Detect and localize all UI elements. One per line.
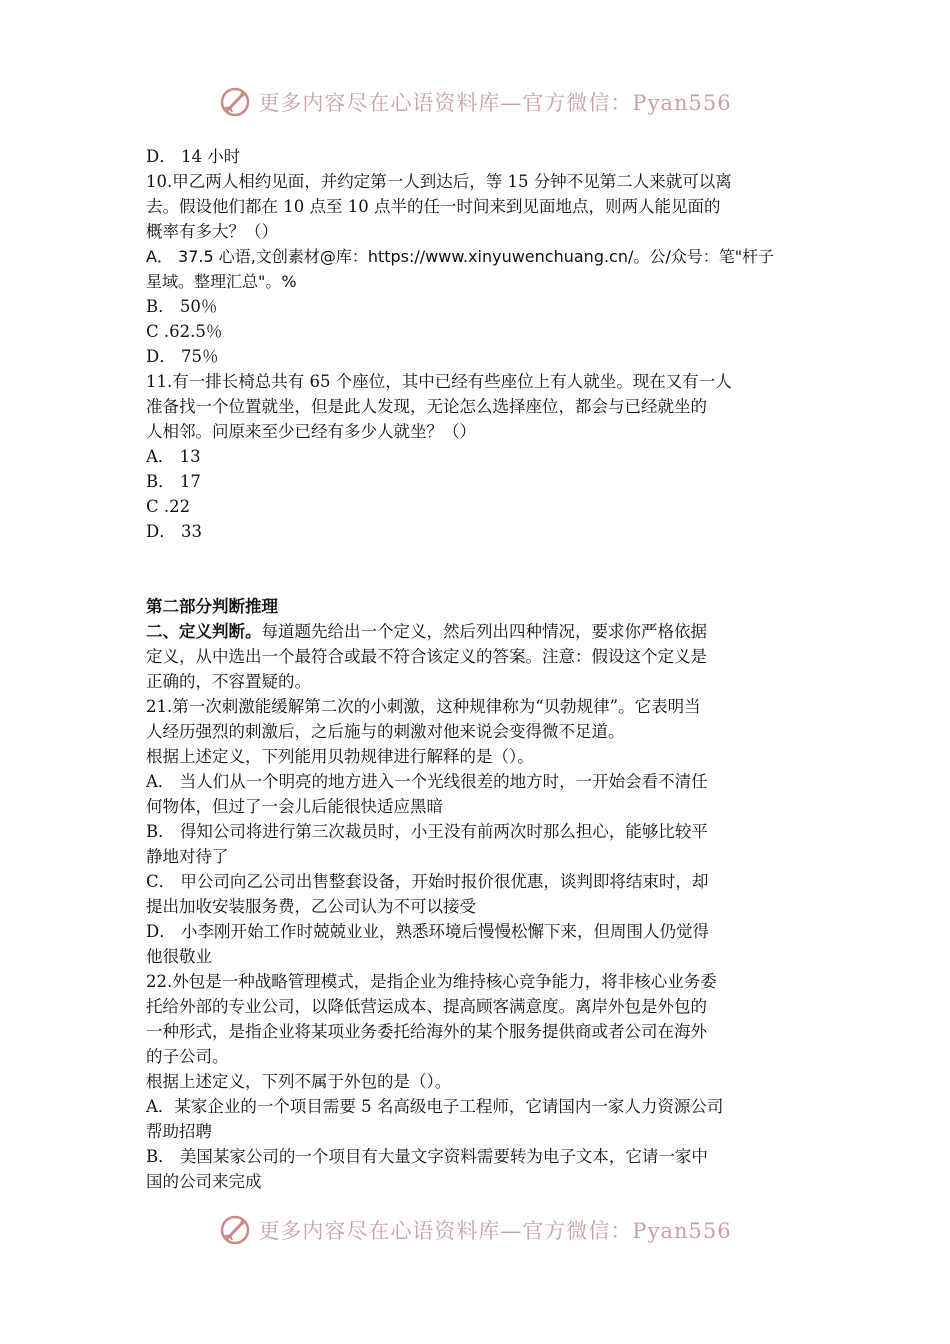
option-line-watermark: 星域。整理汇总"。% [146, 272, 297, 291]
text-line: 概率有多大？（） [146, 222, 278, 241]
text-line: 提出加收安装服务费，乙公司认为不可以接受 [146, 897, 476, 916]
option-line-watermark: A． 37.5 心语,文创素材@库：https://www.xinyuwenchuang.cn/。公/众号：笔"杆子 [146, 247, 775, 266]
section-title: 第二部分判断推理 [146, 597, 278, 616]
text-line: 帮助招聘 [146, 1122, 212, 1141]
text-line: 托给外部的专业公司，以降低营运成本、提高顾客满意度。离岸外包是外包的 [146, 997, 707, 1016]
text-line: A． 当人们从一个明亮的地方进入一个光线很差的地方时，一开始会看不清任 [146, 772, 708, 791]
text-line: 22.外包是一种战略管理模式，是指企业为维持核心竞争能力，将非核心业务委 [146, 972, 717, 991]
definition-heading [146, 619, 808, 644]
banner-text: 更多内容尽在心语资料库—官方微信：Pyan556 [258, 91, 732, 115]
text-line: 人经历强烈的刺激后，之后施与的刺激对他来说会变得微不足道。 [146, 722, 625, 741]
text-line: D． 75％ [146, 347, 219, 366]
text-line: 定义，从中选出一个最符合或最不符合该定义的答案。注意：假设这个定义是 [146, 647, 707, 666]
text-line: A．某家企业的一个项目需要 5 名高级电子工程师，它请国内一家人力资源公司 [146, 1097, 724, 1116]
text-line: D． 33 [146, 522, 202, 541]
text-line: C .22 [146, 497, 191, 516]
text-line: 的子公司。 [146, 1047, 229, 1066]
text-line: 21.第一次刺激能缓解第二次的小刺激，这种规律称为“贝勃规律”。它表明当 [146, 697, 701, 716]
header-banner [0, 80, 950, 124]
text-line: C． 甲公司向乙公司出售整套设备，开始时报价很优惠，谈判即将结束时，却 [146, 872, 709, 891]
text-line: 一种形式，是指企业将某项业务委托给海外的某个服务提供商或者公司在海外 [146, 1022, 707, 1041]
section-spacer [146, 544, 808, 594]
text-line: 去。假设他们都在 10 点至 10 点半的任一时间来到见面地点，则两人能见面的 [146, 197, 721, 216]
text-line: 何物体，但过了一会儿后能很快适应黑暗 [146, 797, 443, 816]
footer-banner [0, 1208, 950, 1252]
text-line: C .62.5％ [146, 322, 223, 341]
text-line: 人相邻。问原来至少已经有多少人就坐？（） [146, 422, 476, 441]
text-line: B． 17 [146, 472, 201, 491]
text-line: B． 美国某家公司的一个项目有大量文字资料需要转为电子文本，它请一家中 [146, 1147, 708, 1166]
text-line: 准备找一个位置就坐，但是此人发现，无论怎么选择座位，都会与已经就坐的 [146, 397, 707, 416]
banner-text: 更多内容尽在心语资料库—官方微信：Pyan556 [258, 1219, 732, 1243]
text-line: A． 13 [146, 447, 201, 466]
text-line: 正确的，不容置疑的。 [146, 672, 311, 691]
text-line: 静地对待了 [146, 847, 229, 866]
text-line: 11.有一排长椅总共有 65 个座位，其中已经有些座位上有人就坐。现在又有一人 [146, 372, 732, 391]
definition-rest: 每道题先给出一个定义，然后列出四种情况，要求你严格依据 [261, 622, 707, 641]
pen-logo-icon [218, 1213, 252, 1247]
text-line: 他很敬业 [146, 947, 212, 966]
text-line: B． 得知公司将进行第三次裁员时，小王没有前两次时那么担心，能够比较平 [146, 822, 708, 841]
text-line: D． 14 小时 [146, 147, 241, 166]
text-line: 根据上述定义，下列能用贝勃规律进行解释的是（）。 [146, 747, 534, 766]
definition-bold: 二、定义判断。 [146, 622, 262, 641]
text-line: 国的公司来完成 [146, 1172, 262, 1191]
document-body [146, 144, 808, 1194]
text-line: 10.甲乙两人相约见面，并约定第一人到达后，等 15 分钟不见第二人来就可以离 [146, 172, 732, 191]
text-line: B． 50％ [146, 297, 218, 316]
text-line: 根据上述定义，下列不属于外包的是（）。 [146, 1072, 452, 1091]
pen-logo-icon [218, 85, 252, 119]
text-line: D． 小李刚开始工作时兢兢业业，熟悉环境后慢慢松懈下来，但周围人仍觉得 [146, 922, 709, 941]
